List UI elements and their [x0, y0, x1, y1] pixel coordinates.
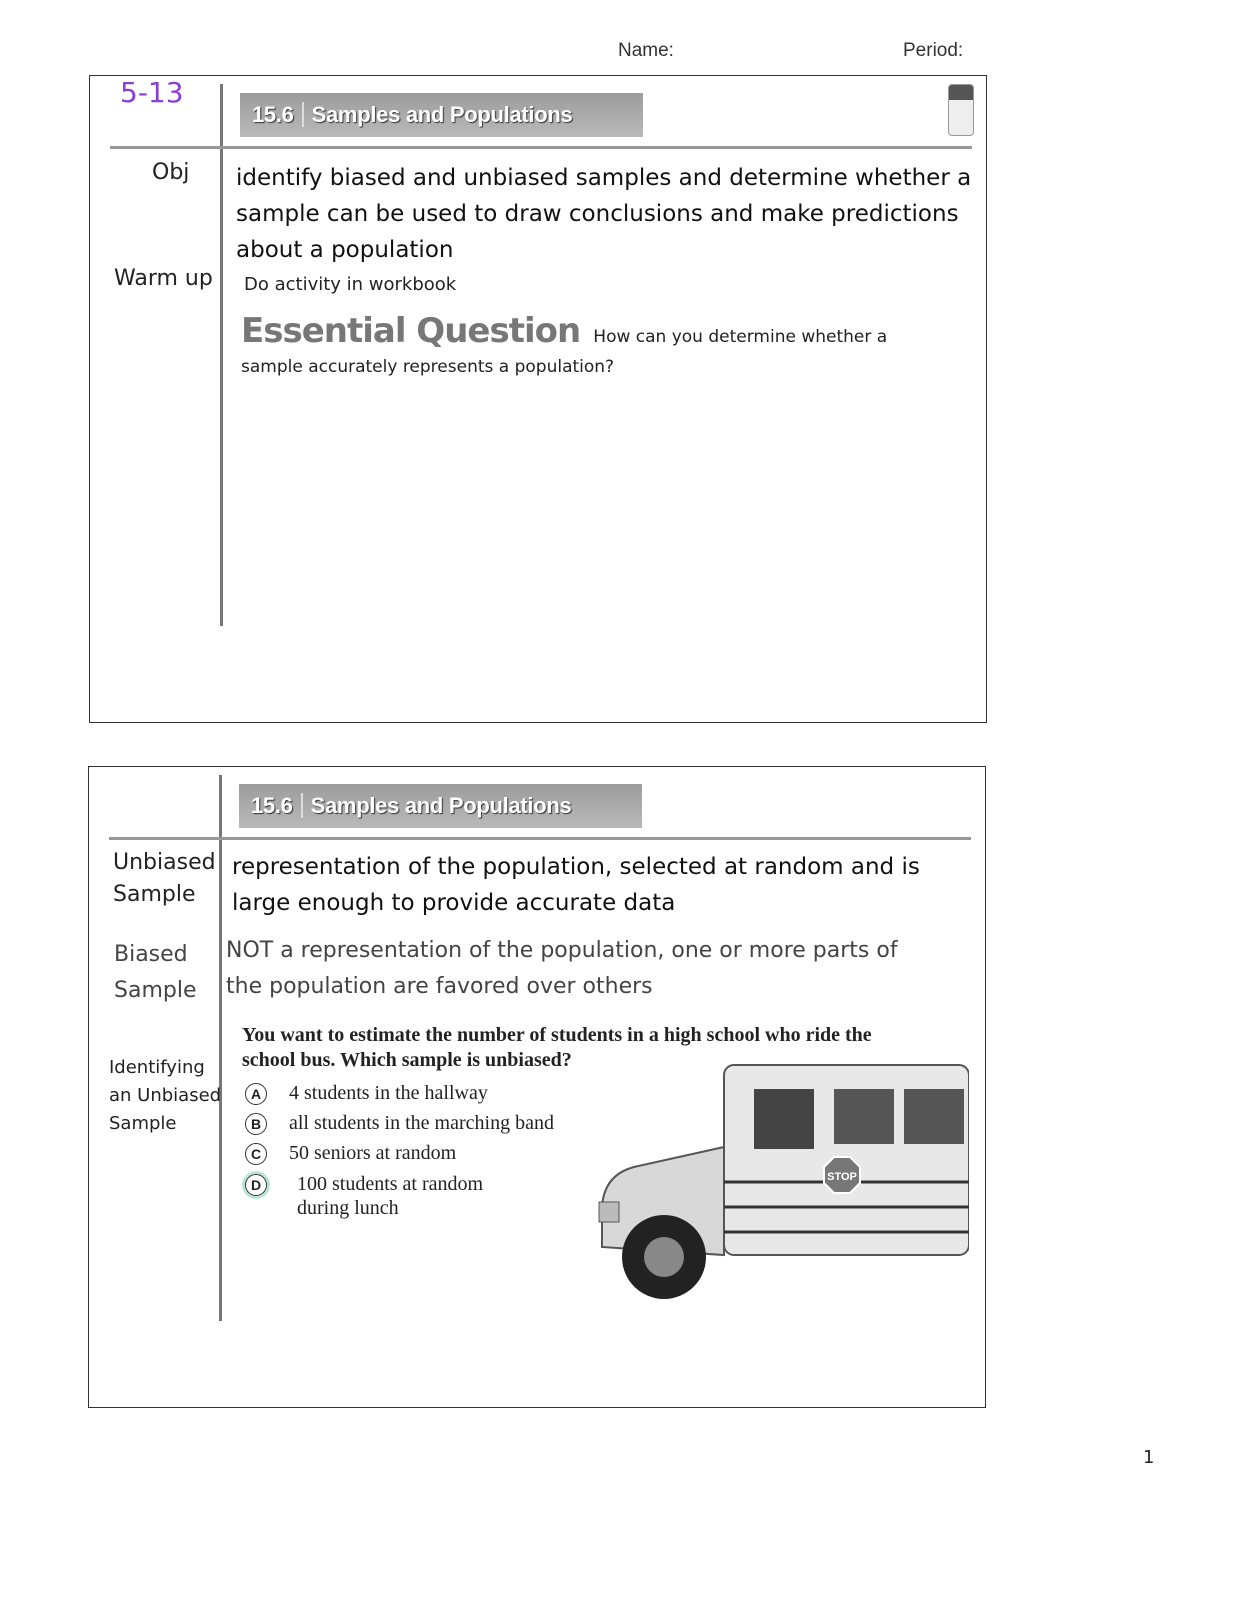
option-a[interactable]: [245, 1081, 488, 1105]
label-line: Unbiased: [113, 850, 216, 875]
option-d-selected[interactable]: [245, 1172, 505, 1220]
option-text: 50 seniors at random: [289, 1142, 457, 1164]
option-letter: A: [245, 1083, 267, 1105]
stop-sign-text: STOP: [827, 1171, 857, 1183]
slide-1: [89, 75, 987, 723]
label-line: Sample: [113, 882, 196, 907]
option-text: all students in the marching band: [289, 1112, 554, 1134]
lesson-number: 15.6: [252, 102, 304, 127]
label-line: Identifying: [109, 1057, 205, 1078]
lesson-title: Samples and Populations: [310, 793, 572, 818]
option-letter: C: [245, 1143, 267, 1165]
question-text: You want to estimate the number of students in a high school who ride the school bus. Which sample is unbiased?: [242, 1024, 872, 1071]
label-line: Biased: [114, 942, 188, 967]
eq-title: Essential Question: [241, 311, 581, 351]
warmup-label: Warm up: [114, 266, 213, 291]
handwritten-date: 5-13: [120, 76, 184, 109]
option-c[interactable]: [245, 1141, 456, 1165]
header-rule: [109, 837, 971, 840]
column-divider: [220, 84, 223, 626]
school-bus-image: [594, 1057, 969, 1307]
essential-question: [241, 311, 941, 382]
identifying-label: [109, 1054, 221, 1138]
option-b[interactable]: [245, 1111, 554, 1135]
option-letter: B: [245, 1113, 267, 1135]
biased-definition: NOT a representation of the population, one or more parts of the population are favored over others: [226, 938, 898, 999]
unbiased-definition: representation of the population, selected at random and is large enough to provide accurate data: [232, 854, 920, 916]
warmup-text: Do activity in workbook: [244, 274, 457, 295]
objective-text: identify biased and unbiased samples and determine whether a sample can be used to draw conclusions and make predictions about a population: [236, 165, 972, 263]
eq-text: How can you determine whether a sample accurately represents a population?: [241, 327, 888, 377]
lesson-banner: [239, 784, 642, 828]
obj-label: Obj: [152, 160, 190, 185]
lesson-title: Samples and Populations: [311, 102, 573, 127]
book-icon: [948, 84, 974, 136]
column-divider: [219, 775, 222, 1321]
option-text: 4 students in the hallway: [289, 1082, 488, 1104]
page-number: 1: [1143, 1447, 1155, 1468]
lesson-banner: [240, 93, 643, 137]
unbiased-label: [113, 847, 216, 911]
biased-label: [114, 937, 197, 1009]
label-line: Sample: [109, 1113, 177, 1134]
label-line: an Unbiased: [109, 1085, 222, 1106]
option-text: 100 students at random during lunch: [297, 1173, 484, 1219]
option-letter: D: [245, 1174, 267, 1196]
lesson-number: 15.6: [251, 793, 303, 818]
label-line: Sample: [114, 978, 197, 1003]
period-label: Period:: [903, 40, 964, 61]
header-rule: [110, 146, 972, 149]
slide-2: [88, 766, 986, 1408]
name-label: Name:: [618, 40, 674, 61]
